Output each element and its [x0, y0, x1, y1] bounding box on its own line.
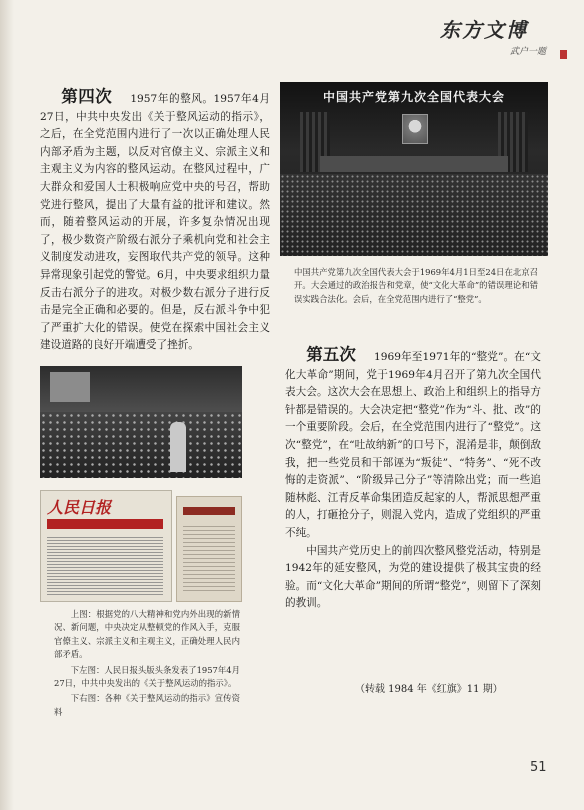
- standing-figure: [170, 422, 186, 472]
- seal-icon: [560, 50, 567, 59]
- section-four: [40, 88, 270, 355]
- caption-bottom-left: 下左图：人民日报头版头条发表了1957年4月27日，中共中央发出的《关于整风运动的指示》。: [54, 664, 240, 689]
- newspaper-masthead: 人民日报: [47, 498, 112, 517]
- caption-bottom-right: 下右图：各种《关于整风运动的指示》宣传资料: [54, 693, 240, 717]
- ninth-congress-banner: 中国共产党第九次全国代表大会: [322, 90, 505, 104]
- section-five-para1: 1969年至1971年的“整党”。在“文化大革命”期间，党于1969年4月召开了第九次全国代表大会。这次大会在思想上、政治上和组织上的指导方针都是错误的。大会决定把“整党”作为“斗、批、改”的一个重要阶段。会后，在全党范围内进行了“整党”。这次“整党”，在“吐故纳新”的口号下，混淆是非，颠倒敌我，把一些党员和干部诬为“叛徒”、“特务”、“死不改悔的走资派”、“阶级异己分子”等清除出党；而一些追随林彪、江青反革命集团造反起家的人，帮派思想严重的人，打砸抢分子，则混入党内，造成了党组织的严重不纯。: [285, 351, 542, 539]
- masthead-signature: 武户一题: [510, 47, 547, 57]
- left-captions: [54, 608, 240, 721]
- section-five-heading: 第五次: [306, 345, 357, 364]
- caption-top: 上图：根据党的八大精神和党内外出现的新情况、新问题，中央决定从整顿党的作风入手，克服官僚主义、宗派主义和主观主义，正确处理人民内部矛盾。: [54, 609, 240, 660]
- page-spine-shadow: [0, 0, 14, 810]
- masthead: [440, 14, 550, 68]
- hall-window: [50, 372, 90, 402]
- masthead-brand: 东方文博: [440, 18, 528, 42]
- eighth-congress-photo: [40, 366, 242, 478]
- rectification-pamphlet: [176, 496, 242, 602]
- section-four-body: 1957年的整风。1957年4月27日，中共中央发出《关于整风运动的指示》，之后，在全党范围内进行了一次以正确处理人民内部矛盾为主题，以反对官僚主义、宗派主义和主观主义为内容的整风运动。在整风过程中，广大群众和爱国人士积极响应党中央的号召，帮助党进行整风，提出了大量有益的批评和建议。然而，随着整风运动的开展，许多复杂情况出现了，极少数资产阶级右派分子乘机向党和社会主义制度发动进攻，妄图取代共产党的领导。这种异常现象引起党的警觉。6月，中央要求组织力量反击右派分子的进攻。对极少数右派分子进行反击是完全正确和必要的。但是，反右派斗争中犯了严重扩大化的错误。使党在探索中国社会主义建设道路的良好开端遭受了挫折。: [40, 93, 270, 352]
- section-five-para2: 中国共产党历史上的前四次整风整党活动，特别是1942年的延安整风，为党的建设提供了极其宝贵的经验。而“文化大革命”期间的所谓“整党”，则留下了深刻的教训。: [285, 544, 541, 610]
- audience-crowd: [280, 174, 548, 256]
- seated-delegates: [40, 412, 242, 478]
- section-four-heading: 第四次: [61, 87, 113, 106]
- page-number: 51: [530, 760, 547, 775]
- pamphlet-title-block: [183, 507, 235, 515]
- portrait-image: [402, 114, 428, 144]
- stage: [320, 156, 508, 172]
- peoples-daily-newspaper: [40, 490, 172, 602]
- citation: （转载 1984 年《红旗》11 期）: [355, 684, 503, 695]
- pamphlet-text-lines: [183, 523, 235, 593]
- newspaper-headline-band: [47, 519, 163, 529]
- ninth-congress-photo: [280, 82, 548, 256]
- newspaper-text-lines: [47, 535, 163, 595]
- section-five: [285, 346, 541, 613]
- ninth-congress-caption: 中国共产党第九次全国代表大会于1969年4月1日至24日在北京召开。大会通过的政治报告和党章，使“文化大革命”的错误理论和错误实践合法化。会后，在全党范围内进行了“整党”。: [294, 267, 538, 304]
